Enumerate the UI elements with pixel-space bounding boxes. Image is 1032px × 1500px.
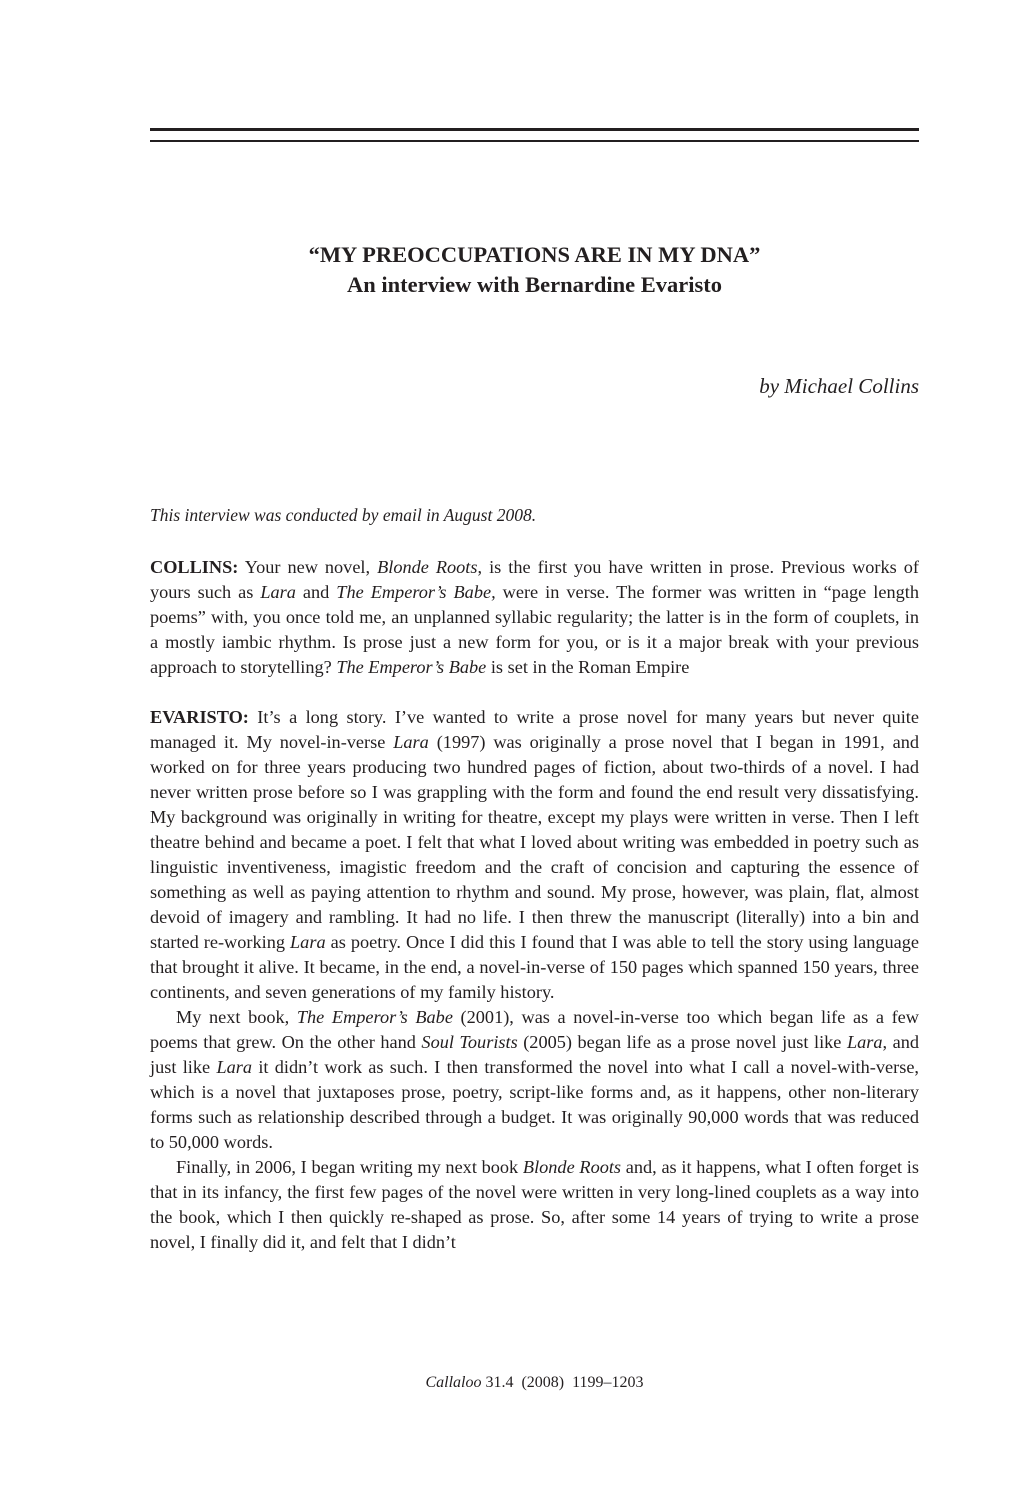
answer-evaristo-2 <box>150 1005 919 1155</box>
text: is set in the Roman Empire <box>486 657 690 677</box>
book-title: Lara <box>216 1057 253 1077</box>
title-line-1: “MY PREOCCUPATIONS ARE IN MY DNA” <box>308 242 761 267</box>
book-title: Lara <box>290 932 326 952</box>
answer-evaristo-3 <box>150 1155 919 1255</box>
journal-name: Callaloo <box>425 1374 482 1391</box>
book-title: Lara <box>846 1032 883 1052</box>
speaker-evaristo: EVARISTO: <box>150 707 249 727</box>
book-title: Lara <box>393 732 429 752</box>
text: were in verse. The former was written in “page length poems” with, you once told me, an unplanned syllabic regularity; the latter is in the form of couplets, in a mostly iambic rhythm. Is prose just a new form for you, or is it a major break with your previous approach to storytelling? <box>150 582 919 677</box>
byline: by Michael Collins <box>759 374 919 398</box>
text: , and just like <box>150 1032 919 1077</box>
text: and <box>295 582 337 602</box>
text: My next book, <box>176 1007 297 1027</box>
book-title: Soul Tourists <box>421 1032 518 1052</box>
citation: 31.4 (2008) 1199–1203 <box>481 1374 644 1391</box>
book-title: Lara <box>260 582 296 602</box>
interview-note: This interview was conducted by email in August 2008. <box>150 505 537 525</box>
header-rule-bottom <box>150 140 919 142</box>
text: It’s a long story. I’ve wanted to write a prose novel for many years but never quite managed it. My novel-in-verse <box>150 707 919 752</box>
answer-evaristo-1 <box>150 705 919 1005</box>
book-title: Blonde Roots <box>377 557 478 577</box>
text: Finally, in 2006, I began writing my next book <box>176 1157 523 1177</box>
book-title: Blonde Roots <box>522 1157 622 1177</box>
text: as poetry. Once I did this I found that I was able to tell the story using language that brought it alive. It became, in the end, a novel-in-verse of 150 pages which spanned 150 years, three continents, and seven generations of my family history. <box>150 932 920 1002</box>
page-footer <box>150 1372 919 1394</box>
header-rule-top <box>150 128 919 131</box>
book-title: The Emperor’s Babe <box>296 1007 453 1027</box>
article-body <box>150 555 919 1255</box>
book-title: The Emperor’s Babe <box>336 657 487 677</box>
speaker-collins: COLLINS: <box>150 557 239 577</box>
text: (2001), was a novel-in-verse too which began life as a few poems that grew. On the other hand <box>150 1007 919 1052</box>
title-line-2: An interview with Bernardine Evaristo <box>347 272 722 297</box>
question-collins <box>150 555 919 680</box>
text: and, as it happens, what I often forget is that in its infancy, the first few pages of the novel were written in very long-lined couplets as a way into the book, which I then quickly re-shaped as prose. So, after some 14 years of trying to write a prose novel, I finally did it, and felt that I didn’t <box>150 1157 919 1252</box>
text: Your new novel, <box>238 557 378 577</box>
text: (2005) began life as a prose novel just like <box>517 1032 847 1052</box>
text: (1997) was originally a prose novel that I began in 1991, and worked on for three years producing two hundred pages of fiction, about two-thirds of a novel. I had never written prose before so I was grappling with the form and found the end result very dissatisfying. My background was originally in writing for theatre, except my plays were written in verse. Then I left theatre behind and became a poet. I felt that what I loved about writing was embedded in poetry such as linguistic inventiveness, imagistic freedom and the craft of concision and capturing the essence of something as well as paying attention to rhythm and sound. My prose, however, was plain, flat, almost devoid of imagery and rambling. It had no life. I then threw the manuscript (literally) into a bin and started re-working <box>150 732 919 952</box>
article-title <box>150 240 919 300</box>
book-title: The Emperor’s Babe, <box>336 582 496 602</box>
text: it didn’t work as such. I then transformed the novel into what I call a novel-with-verse, which is a novel that juxtaposes prose, poetry, script-like forms and, as it happens, other non-literary forms such as relationship described through a budget. It was originally 90,000 words that was reduced to 50,000 words. <box>150 1057 920 1152</box>
text: , is the first you have written in prose. Previous works of yours such as <box>150 557 919 602</box>
